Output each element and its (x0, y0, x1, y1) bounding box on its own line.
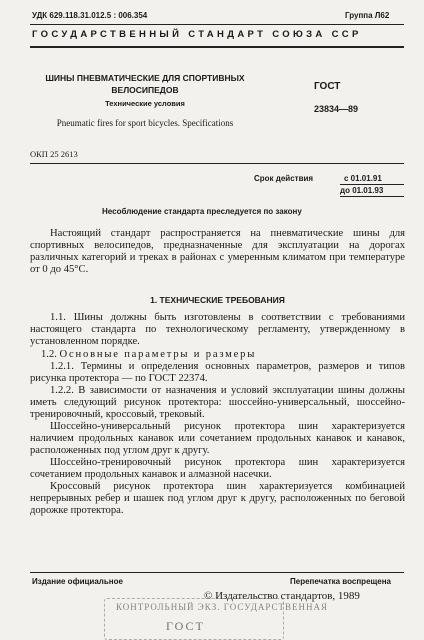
validity-rule-2 (340, 196, 404, 197)
universal-tread-paragraph: Шоссейно-универсальный рисунок протектора шин характеризуется наличием продольных канавок или сочетанием продольных канавок и канавок, расположенных под углом друг к другу. (30, 421, 405, 456)
gost-number: 23834—89 (314, 104, 359, 114)
training-tread-paragraph: Шоссейно-тренировочный рисунок протектора шин характеризуется сочетанием продольных канавок и алмазной насечки. (30, 457, 405, 480)
official-edition-label: Издание официальное (32, 577, 123, 586)
english-title: Pneumatic fires for sport bicycles. Specifications (56, 118, 234, 128)
footer-rule (30, 572, 404, 573)
validity-from: с 01.01.91 (344, 174, 382, 183)
reprint-notice: Перепечатка воспрещена (290, 577, 391, 586)
okp-code: ОКП 25 2613 (30, 149, 78, 159)
stamp-text-bottom: ГОСТ (166, 619, 205, 633)
group-code: Группа Л62 (345, 11, 390, 20)
legal-notice: Несоблюдение стандарта преследуется по закону (102, 207, 302, 216)
clause-1-2 (30, 349, 405, 361)
intro-paragraph: Настоящий стандарт распространяется на пневматические шины для спортивных велосипедов, предназначенные для эксплуатации на дорогах различных категорий и треках в районах с умеренным климатом при температуре от 0 до 45°С. (30, 228, 405, 275)
clause-1-2-number: 1.2. (41, 349, 57, 360)
udk-code: УДК 629.118.31.012.5 : 006.354 (32, 11, 148, 20)
standard-heading: ГОСУДАРСТВЕННЫЙ СТАНДАРТ СОЮЗА ССР (32, 29, 362, 40)
document-subtitle: Технические условия (105, 99, 185, 108)
clause-1-1: 1.1. Шины должны быть изготовлены в соответствии с требованиями настоящего стандарта по технологическому регламенту, утвержденному в установленном порядке. (30, 312, 405, 347)
clause-1-2-heading: Основные параметры и размеры (59, 349, 257, 360)
copyright-line: © Издательство стандартов, 1989 (204, 590, 360, 602)
gost-label: ГОСТ (314, 81, 341, 92)
heading-rule (30, 46, 404, 48)
stamp-text-top: КОНТРОЛЬНЫЙ ЭКЗ. ГОСУДАРСТВЕННАЯ (116, 602, 328, 612)
clause-1-2-2: 1.2.2. В зависимости от назначения и условий эксплуатации шины должны иметь следующий рисунок протектора: шоссейно-универсальный, шоссейно-тренировочный, кроссовый, трековый. (30, 385, 405, 420)
document-title: ШИНЫ ПНЕВМАТИЧЕСКИЕ ДЛЯ СПОРТИВНЫХ ВЕЛОСИПЕДОВ (45, 73, 245, 95)
validity-rule (340, 184, 404, 185)
title-rule (30, 163, 404, 164)
cross-tread-paragraph: Кроссовый рисунок протектора шин характеризуется комбинацией непрерывных ребер и шашек под углом друг к другу, расположенных по беговой дорожке протектора. (30, 481, 405, 516)
validity-to: до 01.01.93 (340, 186, 384, 195)
top-rule (30, 24, 404, 25)
section-title: 1. ТЕХНИЧЕСКИЕ ТРЕБОВАНИЯ (150, 295, 285, 305)
clause-1-2-1: 1.2.1. Термины и определения основных параметров, размеров и типов рисунка протектора — по ГОСТ 22374. (30, 361, 405, 384)
validity-label: Срок действия (254, 174, 314, 183)
